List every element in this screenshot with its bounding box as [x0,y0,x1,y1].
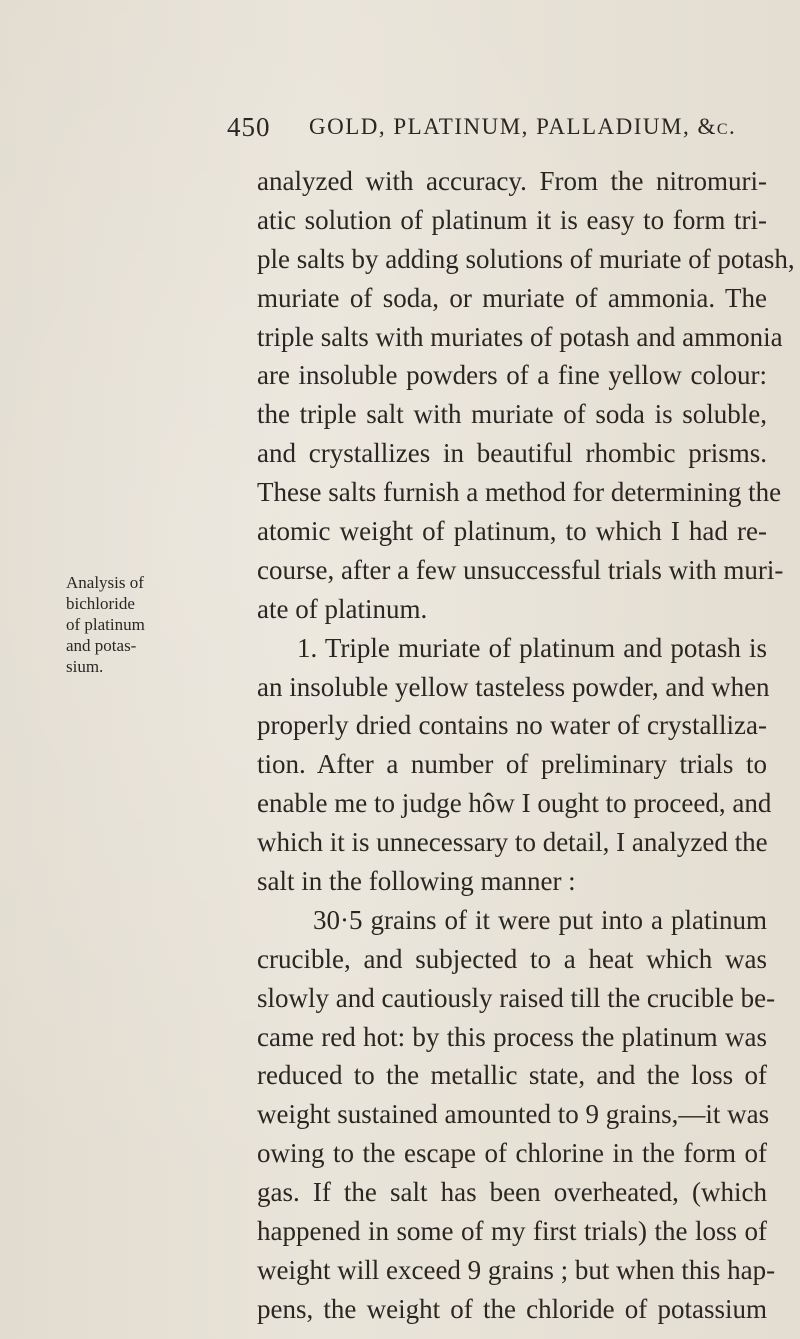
paragraph-2 [257,629,772,901]
text-line: gas. If the salt has been overheated, (which [257,1177,767,1208]
text-line: which it is unnecessary to detail, I analyzed the [257,827,768,858]
page-number: 450 [227,112,271,142]
text-line: salt in the following manner : [257,866,576,897]
text-line: enable me to judge hôw I ought to proceed, and [257,788,772,819]
margin-note [66,572,226,677]
text-line: slowly and cautiously raised till the crucible be- [257,982,776,1013]
margin-note-line: sium. [66,657,104,676]
text-line: are insoluble powders of a fine yellow colour: [257,360,767,391]
text-line: muriate of soda, or muriate of ammonia. The [257,282,767,313]
text-line: an insoluble yellow tasteless powder, and when [257,671,770,702]
margin-note-line: bichloride [66,594,135,613]
text-line: course, after a few unsuccessful trials with muri- [257,554,784,585]
text-line: These salts furnish a method for determining the [257,477,782,508]
text-line: properly dried contains no water of crystalliza- [257,710,767,741]
margin-note-line: and potas- [66,636,137,655]
text-line: owing to the escape of chlorine in the form of [257,1138,767,1169]
page-header [227,112,787,144]
text-line: pens, the weight of the chloride of potassium [257,1293,767,1324]
text-line: 30·5 grains of it were put into a platinum [313,904,767,935]
running-head: GOLD, PLATINUM, PALLADIUM, &c. [309,114,737,139]
text-line: the triple salt with muriate of soda is soluble, [257,399,767,430]
margin-note-line: of platinum [66,615,145,634]
text-line: atomic weight of platinum, to which I had re- [257,516,767,547]
text-line: triple salts with muriates of potash and ammonia [257,321,783,352]
paragraph-1 [257,162,795,629]
paragraph-3 [257,901,776,1329]
text-line: happened in some of my first trials) the loss of [257,1216,767,1247]
text-line: ple salts by adding solutions of muriate of potash, [257,243,795,274]
text-line: weight sustained amounted to 9 grains,—it was [257,1099,770,1130]
text-line: crucible, and subjected to a heat which was [257,943,767,974]
text-line: 1. Triple muriate of platinum and potash is [297,632,767,663]
text-line: analyzed with accuracy. From the nitromuri- [257,166,767,196]
text-line: came red hot: by this process the platinum was [257,1021,767,1052]
text-line: tion. After a number of preliminary trials to [257,749,767,780]
text-line: reduced to the metallic state, and the loss of [257,1060,767,1091]
text-line: atic solution of platinum it is easy to form tri- [257,204,767,235]
body-text [257,162,795,1329]
margin-note-line: Analysis of [66,573,144,592]
text-line: ate of platinum. [257,593,428,624]
text-line: and crystallizes in beautiful rhombic prisms. [257,438,767,469]
text-line: weight will exceed 9 grains ; but when this hap- [257,1254,776,1285]
